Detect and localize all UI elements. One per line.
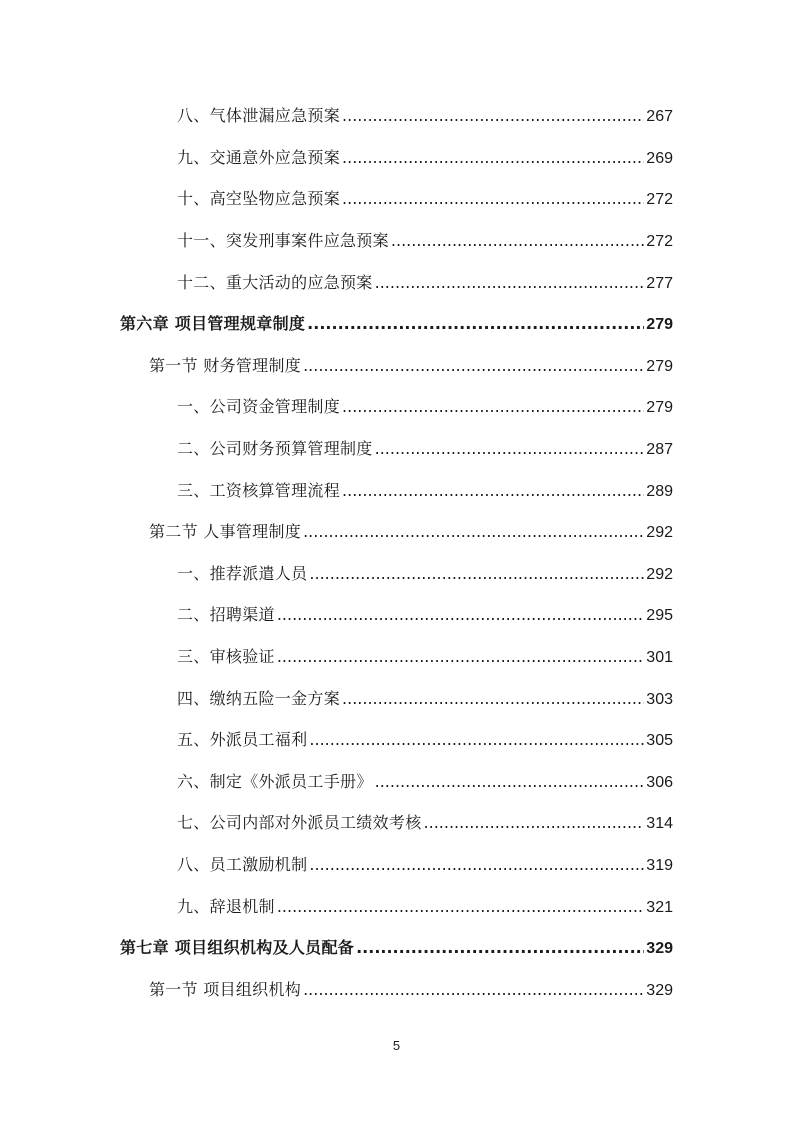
dot-leader (356, 940, 644, 956)
toc-entry[interactable] (0, 387, 793, 429)
toc-entry[interactable] (0, 470, 793, 512)
toc-entry-title[interactable]: 十二、重大活动的应急预案 (177, 272, 373, 292)
toc-entry[interactable] (0, 886, 793, 928)
toc-entry-page-number[interactable]: 321 (646, 898, 673, 916)
toc-entry-title[interactable]: 一、推荐派遣人员 (177, 563, 308, 583)
toc-entry-title[interactable]: 第七章 项目组织机构及人员配备 (120, 938, 355, 958)
toc-entry-title[interactable]: 三、审核验证 (177, 647, 275, 667)
toc-entry[interactable] (0, 96, 793, 138)
toc-entry-line[interactable] (177, 563, 673, 583)
toc-entry-line[interactable] (177, 607, 673, 624)
page-number: 5 (392, 1038, 401, 1053)
toc-entry[interactable] (0, 928, 793, 970)
toc-entry-page-number[interactable]: 279 (646, 399, 673, 417)
dot-leader (303, 524, 644, 540)
dot-leader (342, 483, 644, 499)
toc-entry[interactable] (0, 803, 793, 845)
toc-entry-page-number[interactable]: 272 (646, 233, 673, 251)
dot-leader (303, 982, 644, 998)
toc-entry-line[interactable] (177, 896, 673, 916)
dot-leader (303, 358, 644, 374)
dot-leader (307, 316, 644, 332)
toc-entry-page-number[interactable]: 295 (646, 607, 673, 625)
toc-entry-title[interactable]: 十一、突发刑事案件应急预案 (177, 231, 389, 251)
toc-entry-line[interactable] (149, 355, 673, 375)
dot-leader (391, 233, 644, 249)
toc-entry-page-number[interactable]: 292 (646, 565, 673, 583)
toc-entry-line[interactable] (177, 399, 673, 416)
toc-entry-page-number[interactable]: 279 (646, 316, 673, 334)
dot-leader (309, 566, 644, 582)
toc-entry-line[interactable] (120, 316, 673, 333)
toc-entry-line[interactable] (177, 854, 673, 874)
toc-entry-title[interactable]: 一、公司资金管理制度 (177, 397, 341, 417)
toc-entry[interactable] (0, 678, 793, 720)
toc-entry-line[interactable] (177, 688, 673, 708)
dot-leader (309, 732, 644, 748)
toc-entry-line[interactable] (177, 272, 673, 292)
toc-entry[interactable] (0, 346, 793, 388)
dot-leader (375, 275, 645, 291)
toc-entry-page-number[interactable]: 289 (646, 482, 673, 500)
toc-entry[interactable] (0, 304, 793, 346)
dot-leader (277, 607, 644, 623)
toc-entry[interactable] (0, 512, 793, 554)
toc-entry-title[interactable]: 第六章 项目管理规章制度 (120, 314, 306, 334)
toc-entry-page-number[interactable]: 314 (646, 815, 673, 833)
toc-entry[interactable] (0, 554, 793, 596)
toc-entry-page-number[interactable]: 279 (646, 357, 673, 375)
dot-leader (375, 441, 645, 457)
dot-leader (342, 150, 644, 166)
toc-entry-title[interactable]: 六、制定《外派员工手册》 (177, 771, 373, 791)
toc-entry[interactable] (0, 845, 793, 887)
toc-entry-title[interactable]: 第一节 财务管理制度 (149, 355, 302, 375)
toc-entry-line[interactable] (177, 771, 673, 791)
dot-leader (309, 857, 644, 873)
toc-entry-title[interactable]: 七、公司内部对外派员工绩效考核 (177, 813, 422, 833)
toc-entry-title[interactable]: 二、公司财务预算管理制度 (177, 439, 373, 459)
toc-entry[interactable] (0, 969, 793, 1011)
toc-entry[interactable] (0, 138, 793, 180)
toc-entry-line[interactable] (177, 649, 673, 666)
toc-entry-line[interactable] (177, 147, 673, 167)
toc-entry-line[interactable] (177, 108, 673, 125)
toc-entry[interactable] (0, 429, 793, 471)
toc-entry-line[interactable] (149, 524, 673, 541)
toc-entry-page-number[interactable]: 292 (646, 524, 673, 542)
toc-entry-title[interactable]: 四、缴纳五险一金方案 (177, 688, 341, 708)
toc-entry-title[interactable]: 三、工资核算管理流程 (177, 480, 341, 500)
toc-entry-title[interactable]: 九、交通意外应急预案 (177, 147, 341, 167)
dot-leader (342, 691, 644, 707)
dot-leader (277, 649, 644, 665)
toc-entry-page-number[interactable]: 319 (646, 856, 673, 874)
toc-entry-line[interactable] (177, 480, 673, 500)
toc-entry[interactable] (0, 762, 793, 804)
toc-entry-page-number[interactable]: 269 (646, 149, 673, 167)
toc-entry-title[interactable]: 二、招聘渠道 (177, 605, 275, 625)
toc-entry-title[interactable]: 十、高空坠物应急预案 (177, 189, 341, 209)
toc-entry[interactable] (0, 221, 793, 263)
toc-entry[interactable] (0, 262, 793, 304)
toc-entry-page-number[interactable]: 267 (646, 108, 673, 126)
dot-leader (342, 191, 644, 207)
toc-entry-page-number[interactable]: 305 (646, 732, 673, 750)
toc-entry[interactable] (0, 595, 793, 637)
dot-leader (342, 108, 644, 124)
dot-leader (342, 399, 644, 415)
toc-entry-page-number[interactable]: 277 (646, 274, 673, 292)
toc-entry-page-number[interactable]: 329 (646, 981, 673, 999)
dot-leader (277, 899, 644, 915)
toc-entry-line[interactable] (177, 815, 673, 832)
toc-entry-line[interactable] (177, 732, 673, 749)
toc-entry-title[interactable]: 八、气体泄漏应急预案 (177, 106, 341, 126)
toc-entry-page-number[interactable]: 287 (646, 441, 673, 459)
toc-entry-title[interactable]: 第一节 项目组织机构 (149, 979, 302, 999)
toc-entry-page-number[interactable]: 272 (646, 191, 673, 209)
toc-entry-line[interactable] (177, 233, 673, 250)
toc-entry-page-number[interactable]: 329 (646, 940, 673, 958)
toc-entry-line[interactable] (177, 191, 673, 208)
toc-entry-title[interactable]: 九、辞退机制 (177, 896, 275, 916)
toc-entry-page-number[interactable]: 301 (646, 649, 673, 667)
toc-entry-title[interactable]: 八、员工激励机制 (177, 854, 308, 874)
toc-entry-page-number[interactable]: 306 (646, 773, 673, 791)
table-of-contents (0, 96, 793, 1011)
toc-entry-title[interactable]: 五、外派员工福利 (177, 730, 308, 750)
toc-entry[interactable] (0, 179, 793, 221)
dot-leader (424, 815, 645, 831)
toc-entry-line[interactable] (149, 979, 673, 999)
toc-entry-title[interactable]: 第二节 人事管理制度 (149, 522, 302, 542)
toc-entry[interactable] (0, 637, 793, 679)
toc-entry[interactable] (0, 720, 793, 762)
toc-entry-line[interactable] (177, 441, 673, 458)
toc-entry-line[interactable] (120, 940, 673, 957)
dot-leader (375, 774, 645, 790)
toc-entry-page-number[interactable]: 303 (646, 690, 673, 708)
